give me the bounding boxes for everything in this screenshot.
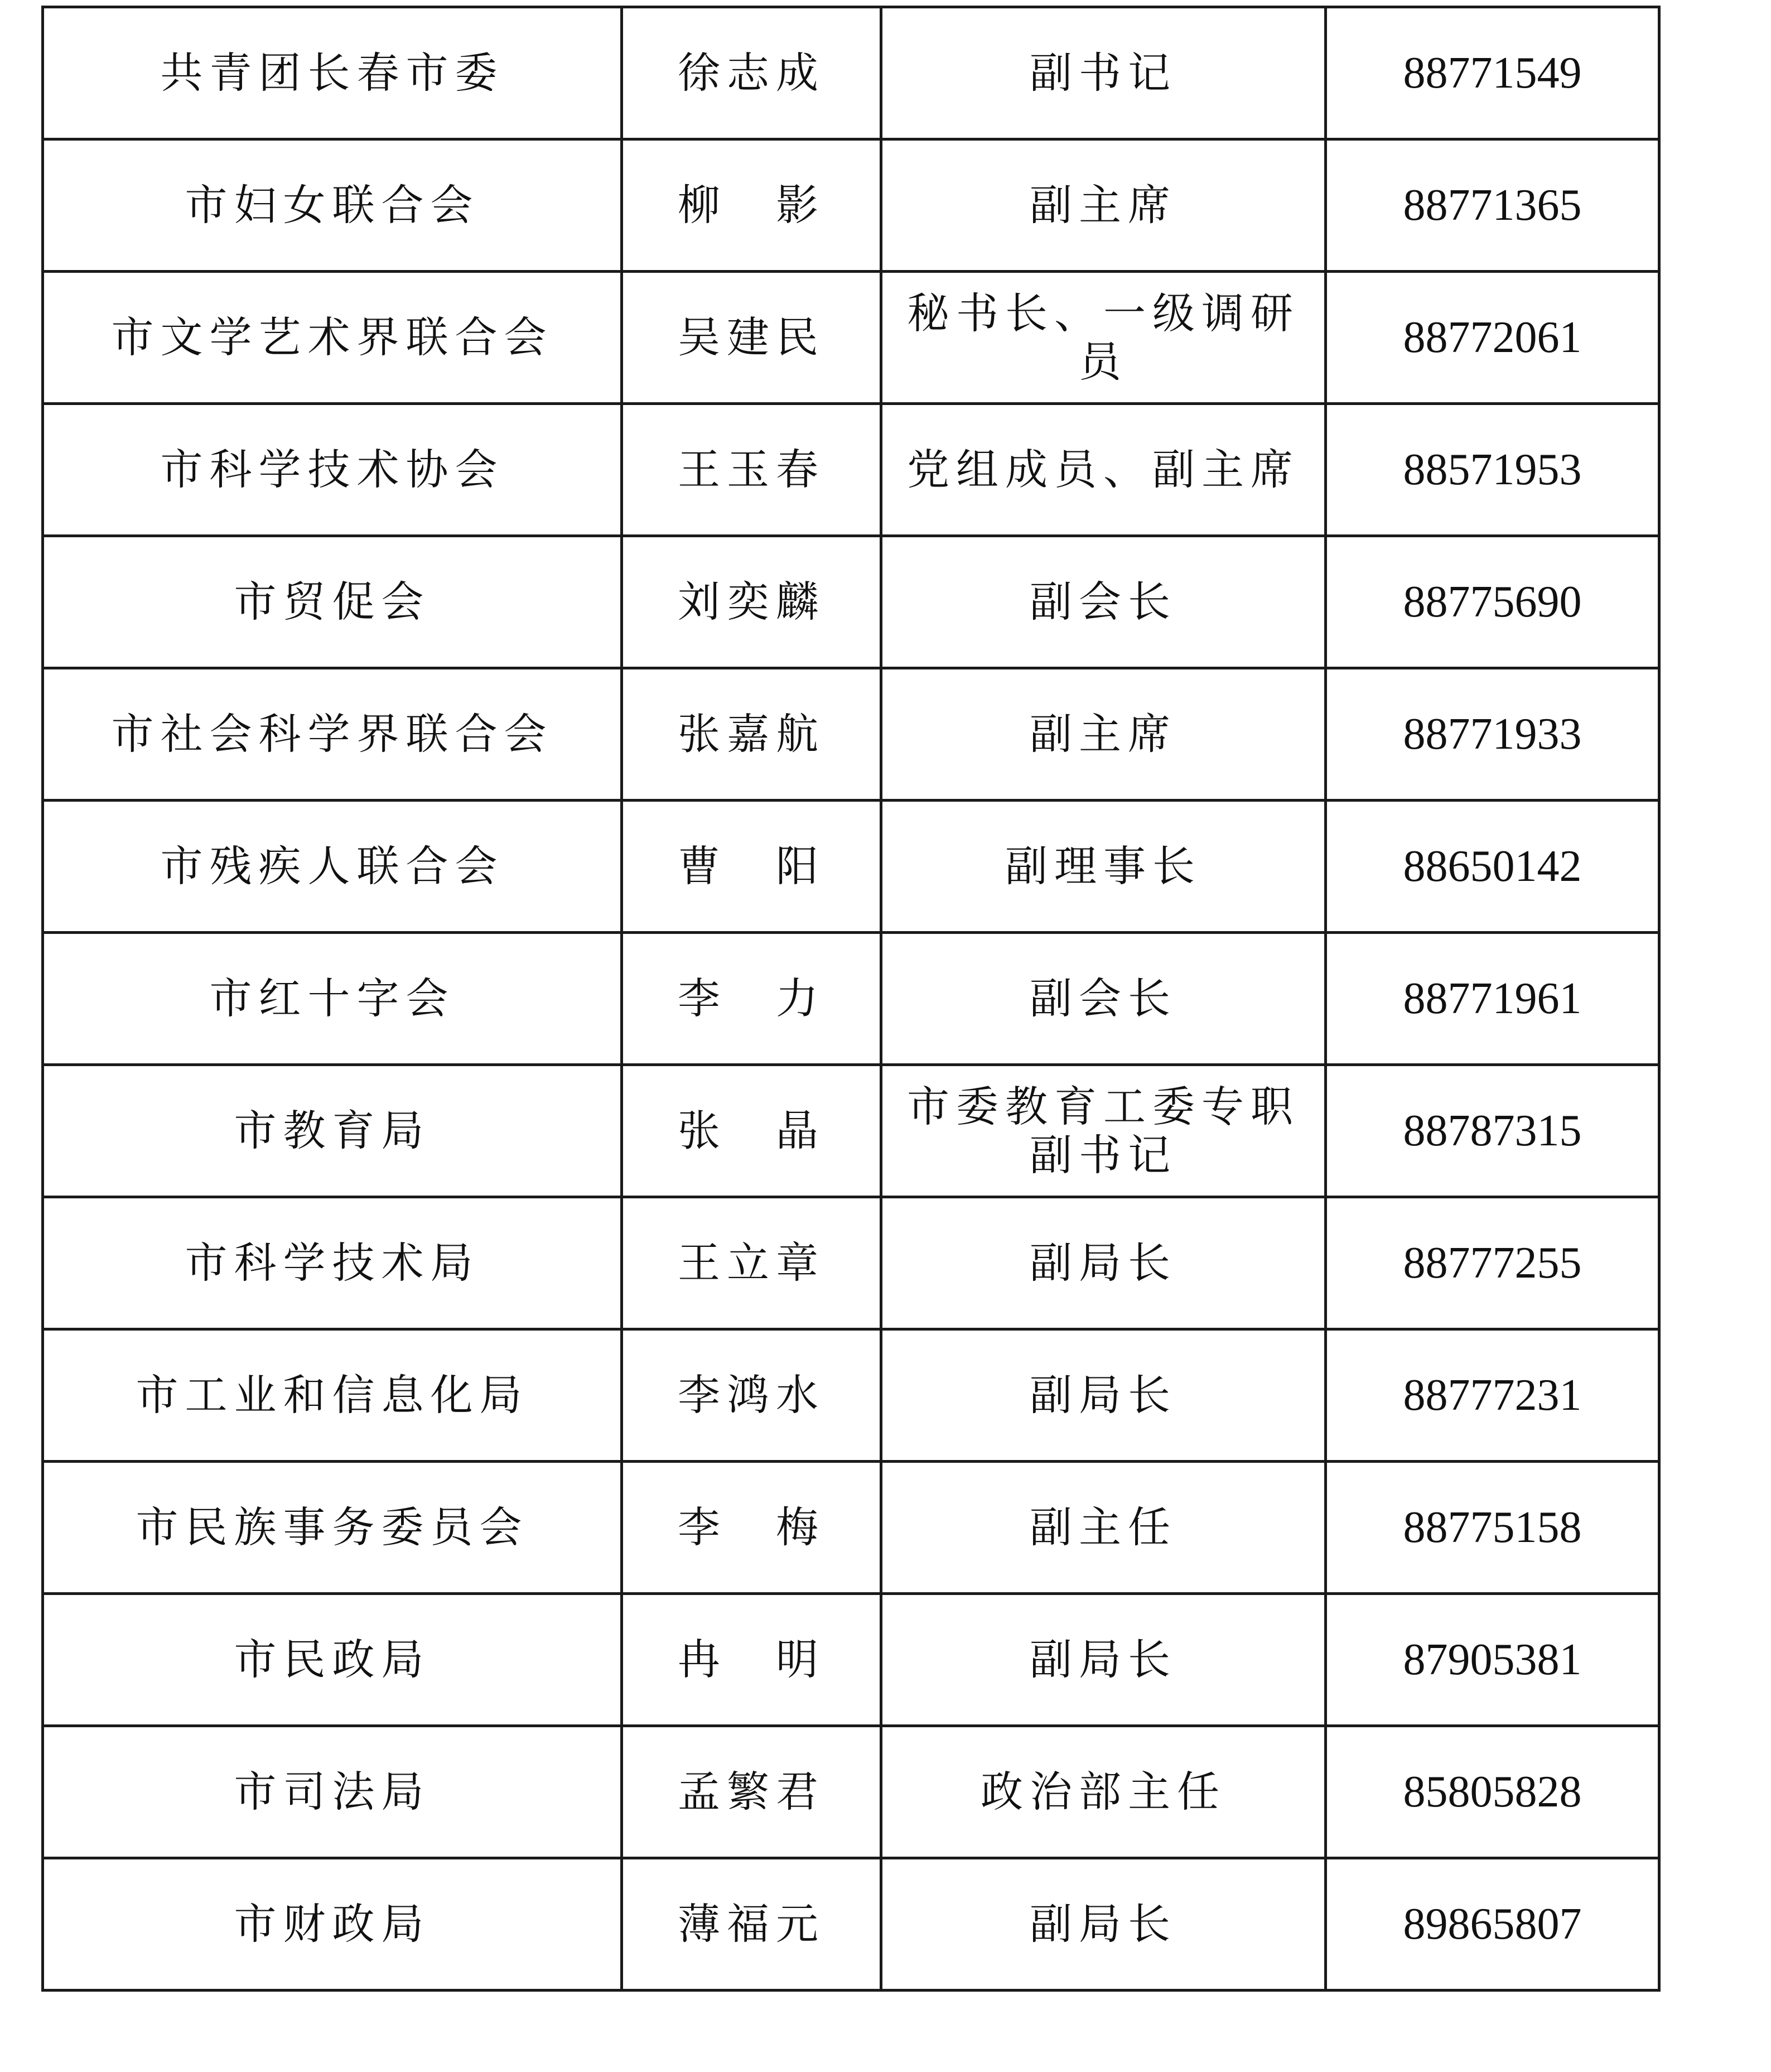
phone-cell [1326, 1462, 1659, 1594]
phone-cell [1326, 1726, 1659, 1858]
name-cell [622, 1197, 881, 1329]
name-cell [622, 536, 881, 668]
position-cell-text: 副会长 [1030, 577, 1177, 627]
unit-cell-text: 共青团长春市委 [160, 48, 504, 98]
name-cell-text: 李 梅 [678, 1502, 825, 1553]
name-cell-text: 冉 明 [678, 1635, 825, 1685]
name-cell-text: 吴建民 [678, 312, 825, 363]
unit-cell-text: 市残疾人联合会 [160, 841, 504, 892]
unit-cell-text: 市红十字会 [209, 974, 455, 1024]
table-row [43, 1065, 1659, 1197]
table-row [43, 1197, 1659, 1329]
unit-cell-text: 市社会科学界联合会 [111, 709, 553, 759]
phone-cell-text: 85805828 [1403, 1767, 1582, 1816]
phone-cell-text: 88777255 [1403, 1239, 1582, 1288]
phone-cell [1326, 668, 1659, 801]
name-cell-text: 王玉春 [678, 445, 825, 495]
name-cell [622, 404, 881, 536]
phone-cell-text: 87905381 [1403, 1635, 1582, 1684]
position-cell [881, 272, 1326, 404]
position-cell [881, 1858, 1326, 1991]
name-cell [622, 668, 881, 801]
unit-cell [43, 1858, 622, 1991]
phone-cell-text: 88650142 [1403, 842, 1582, 891]
phone-cell [1326, 7, 1659, 139]
unit-cell-text: 市民政局 [234, 1635, 431, 1685]
position-cell-text: 副书记 [1030, 48, 1177, 98]
name-cell-text: 张 晶 [678, 1106, 825, 1156]
position-cell-text: 副主席 [1030, 709, 1177, 759]
position-cell-text: 副会长 [1030, 974, 1177, 1024]
name-cell [622, 1329, 881, 1462]
phone-cell-text: 88771365 [1403, 181, 1582, 230]
unit-cell [43, 139, 622, 272]
position-cell-text: 副局长 [1030, 1370, 1177, 1420]
phone-cell [1326, 404, 1659, 536]
name-cell [622, 933, 881, 1065]
unit-cell [43, 933, 622, 1065]
unit-cell [43, 1462, 622, 1594]
phone-cell [1326, 1065, 1659, 1197]
unit-cell [43, 404, 622, 536]
position-cell [881, 536, 1326, 668]
position-cell-text: 市委教育工委专职 副书记 [907, 1081, 1300, 1180]
position-cell [881, 1197, 1326, 1329]
table-row [43, 272, 1659, 404]
position-cell [881, 1065, 1326, 1197]
table-row [43, 7, 1659, 139]
position-cell [881, 7, 1326, 139]
table-row [43, 1462, 1659, 1594]
position-cell-text: 副主任 [1030, 1502, 1177, 1553]
unit-cell [43, 668, 622, 801]
contact-table [41, 6, 1661, 1992]
name-cell-text: 徐志成 [678, 48, 825, 98]
phone-cell-text: 88771961 [1403, 974, 1582, 1023]
name-cell [622, 1065, 881, 1197]
position-cell-text: 副局长 [1030, 1238, 1177, 1288]
unit-cell [43, 1329, 622, 1462]
name-cell-text: 孟繁君 [678, 1767, 825, 1817]
phone-cell-text: 88772061 [1403, 313, 1582, 362]
name-cell [622, 272, 881, 404]
position-cell [881, 1726, 1326, 1858]
phone-cell-text: 88771549 [1403, 49, 1582, 98]
position-cell-text: 副理事长 [1005, 841, 1201, 892]
position-cell-text: 副局长 [1030, 1635, 1177, 1685]
name-cell-text: 曹 阳 [678, 841, 825, 892]
phone-cell [1326, 1329, 1659, 1462]
unit-cell-text: 市妇女联合会 [185, 180, 480, 230]
phone-cell [1326, 536, 1659, 668]
name-cell-text: 柳 影 [678, 180, 825, 230]
name-cell-text: 李 力 [678, 974, 825, 1024]
name-cell-text: 薄福元 [678, 1899, 825, 1949]
table-row [43, 1726, 1659, 1858]
unit-cell [43, 801, 622, 933]
table-row [43, 668, 1659, 801]
phone-cell-text: 88775690 [1403, 577, 1582, 627]
unit-cell-text: 市财政局 [234, 1899, 431, 1949]
phone-cell-text: 88771933 [1403, 710, 1582, 759]
phone-cell [1326, 1594, 1659, 1726]
phone-cell-text: 88787315 [1403, 1106, 1582, 1155]
name-cell [622, 1594, 881, 1726]
unit-cell [43, 1594, 622, 1726]
phone-cell-text: 88571953 [1403, 445, 1582, 494]
unit-cell [43, 7, 622, 139]
position-cell [881, 933, 1326, 1065]
name-cell-text: 王立章 [678, 1238, 825, 1288]
position-cell-text: 秘书长、一级调研员 [907, 288, 1300, 387]
position-cell [881, 1462, 1326, 1594]
phone-cell [1326, 933, 1659, 1065]
table-row [43, 536, 1659, 668]
unit-cell [43, 1197, 622, 1329]
unit-cell [43, 272, 622, 404]
unit-cell-text: 市科学技术协会 [160, 445, 504, 495]
unit-cell-text: 市科学技术局 [185, 1238, 480, 1288]
phone-cell-text: 88775158 [1403, 1503, 1582, 1552]
name-cell [622, 1858, 881, 1991]
table-row [43, 139, 1659, 272]
table-row [43, 404, 1659, 536]
phone-cell [1326, 801, 1659, 933]
position-cell [881, 1594, 1326, 1726]
phone-cell [1326, 272, 1659, 404]
table-row [43, 1594, 1659, 1726]
table-row [43, 933, 1659, 1065]
unit-cell [43, 1065, 622, 1197]
position-cell [881, 139, 1326, 272]
phone-cell-text: 88777231 [1403, 1371, 1582, 1420]
name-cell-text: 张嘉航 [678, 709, 825, 759]
table-row [43, 1329, 1659, 1462]
name-cell [622, 7, 881, 139]
phone-cell [1326, 1197, 1659, 1329]
name-cell [622, 139, 881, 272]
name-cell [622, 1726, 881, 1858]
unit-cell-text: 市文学艺术界联合会 [111, 312, 553, 363]
position-cell-text: 副局长 [1030, 1899, 1177, 1949]
unit-cell [43, 536, 622, 668]
position-cell-text: 政治部主任 [981, 1767, 1226, 1817]
unit-cell-text: 市贸促会 [234, 577, 431, 627]
name-cell [622, 1462, 881, 1594]
name-cell-text: 刘奕麟 [678, 577, 825, 627]
unit-cell-text: 市教育局 [234, 1106, 431, 1156]
position-cell [881, 668, 1326, 801]
table-row [43, 801, 1659, 933]
name-cell-text: 李鸿水 [678, 1370, 825, 1420]
table-body [43, 7, 1659, 1991]
unit-cell-text: 市民族事务委员会 [136, 1502, 529, 1553]
position-cell [881, 404, 1326, 536]
phone-cell [1326, 139, 1659, 272]
position-cell [881, 801, 1326, 933]
name-cell [622, 801, 881, 933]
position-cell [881, 1329, 1326, 1462]
unit-cell [43, 1726, 622, 1858]
unit-cell-text: 市司法局 [234, 1767, 431, 1817]
table-row [43, 1858, 1659, 1991]
position-cell-text: 副主席 [1030, 180, 1177, 230]
phone-cell [1326, 1858, 1659, 1991]
phone-cell-text: 89865807 [1403, 1900, 1582, 1949]
position-cell-text: 党组成员、副主席 [907, 445, 1300, 495]
unit-cell-text: 市工业和信息化局 [136, 1370, 529, 1420]
